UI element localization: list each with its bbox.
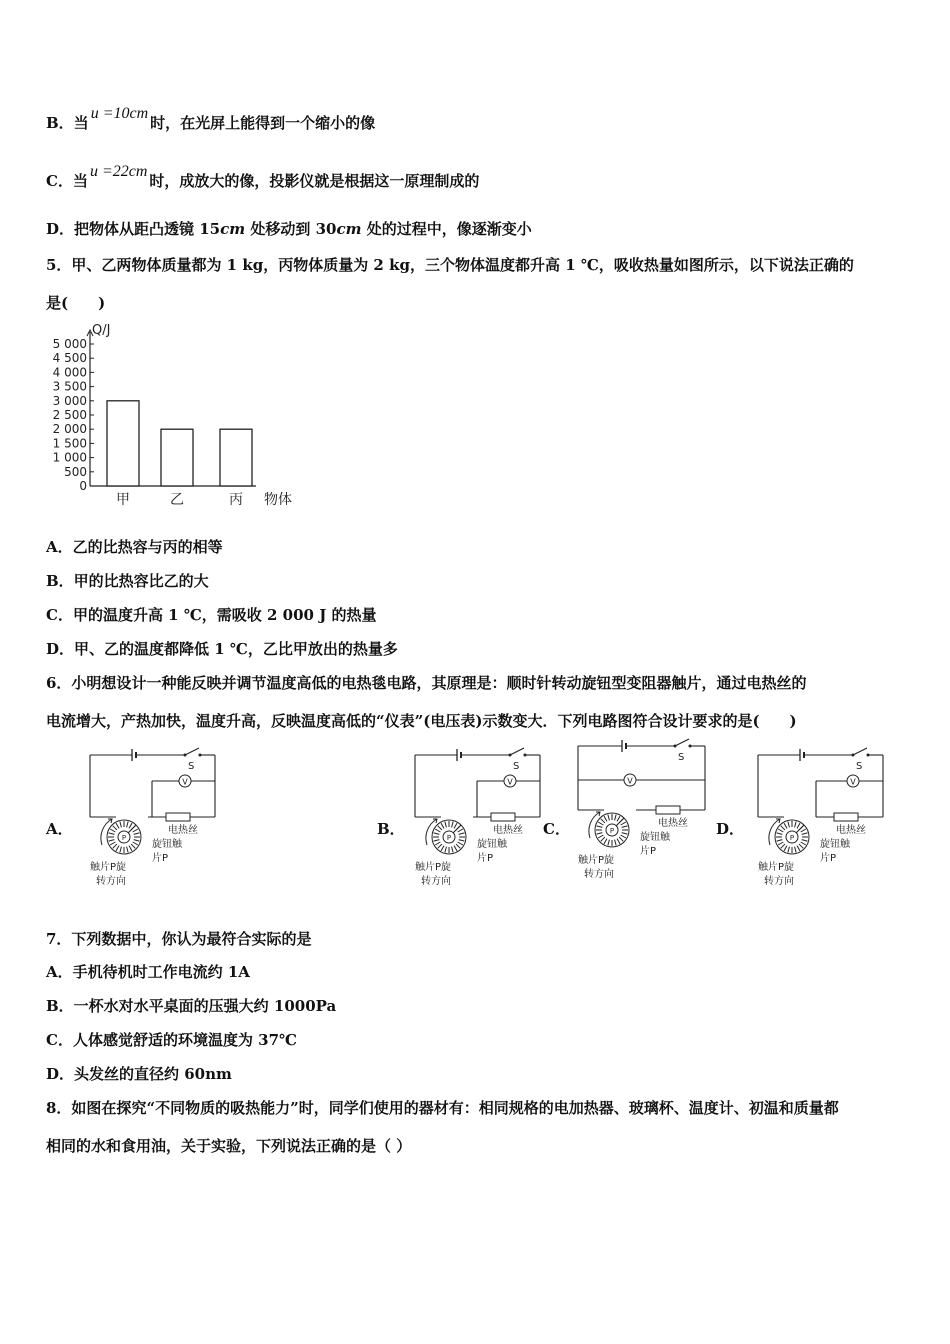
heat-bar-chart xyxy=(46,318,306,518)
x-category-label: 丙 xyxy=(229,492,243,508)
y-tick-label: 4 500 xyxy=(52,351,87,366)
switch-contact xyxy=(509,754,512,757)
knob-label-line-2: 片P xyxy=(640,846,657,857)
y-tick-label: 500 xyxy=(64,464,87,479)
q6-option-a-label: A． xyxy=(46,820,73,838)
heater-label: 电热丝 xyxy=(836,825,866,836)
rheostat-p-label: P xyxy=(121,834,127,842)
q5-option-a: A．乙的比热容与丙的相等 xyxy=(46,538,223,556)
heater-label: 电热丝 xyxy=(168,825,198,836)
switch-label: S xyxy=(678,752,685,763)
q4-b-suffix: 时，在光屏上能得到一个缩小的像 xyxy=(150,114,376,132)
switch-lever xyxy=(185,748,199,755)
direction-label-line-1: 触片P旋 xyxy=(758,862,795,873)
circuit-diagram-a xyxy=(80,745,230,895)
knob-label-line-2: 片P xyxy=(152,853,169,864)
knob-label-line-1: 旋钮触 xyxy=(640,832,670,843)
switch-lever xyxy=(853,748,867,755)
q6-stem-line-1: 6．小明想设计一种能反映并调节温度高低的电热毯电路，其原理是：顺时针转动旋钮型变阻器触片，通过电热丝的 xyxy=(46,674,807,692)
y-tick-label: 2 000 xyxy=(52,422,87,437)
q4-d-text: 处移动到 30 xyxy=(245,220,337,238)
heater-resistor xyxy=(656,806,680,814)
y-tick-label: 1 000 xyxy=(52,450,87,465)
q5-stem-line-2: 是( ) xyxy=(46,294,106,312)
q4-c-suffix: 时，成放大的像，投影仪就是根据这一原理制成的 xyxy=(149,172,480,190)
direction-label-line-1: 触片P旋 xyxy=(415,862,452,873)
unit: cm xyxy=(220,220,246,238)
direction-label-line-2: 转方向 xyxy=(421,876,451,887)
x-axis-label: 物体 xyxy=(264,492,292,508)
bar xyxy=(161,429,193,486)
bar xyxy=(107,401,139,486)
rheostat-p-label: P xyxy=(789,834,795,842)
q4-d-text: 处的过程中，像逐渐变小 xyxy=(361,220,532,238)
knob-label-line-1: 旋钮触 xyxy=(820,839,850,850)
knob-label-line-2: 片P xyxy=(820,853,837,864)
switch-contact xyxy=(184,754,187,757)
q5-option-d: D．甲、乙的温度都降低 1 ℃，乙比甲放出的热量多 xyxy=(46,640,398,658)
x-category-label: 甲 xyxy=(116,492,130,508)
circuit-diagram-c xyxy=(570,738,720,896)
q7-stem: 7．下列数据中，你认为最符合实际的是 xyxy=(46,930,312,948)
y-tick-label: 1 500 xyxy=(52,436,87,451)
q6-option-d-label: D． xyxy=(716,820,745,838)
q5-option-c: C．甲的温度升高 1 ℃，需吸收 2 000 J 的热量 xyxy=(46,606,377,624)
switch-label: S xyxy=(188,761,195,772)
q7-option-d: D．头发丝的直径约 60nm xyxy=(46,1065,232,1083)
bar xyxy=(220,429,252,486)
switch-contact xyxy=(674,745,677,748)
knob-label-line-1: 旋钮触 xyxy=(477,839,507,850)
q4-option-c xyxy=(46,163,480,191)
knob-label-line-1: 旋钮触 xyxy=(152,839,182,850)
rheostat-p-label: P xyxy=(609,827,615,835)
direction-label-line-1: 触片P旋 xyxy=(90,862,127,873)
heater-label: 电热丝 xyxy=(658,818,688,829)
direction-label-line-2: 转方向 xyxy=(96,876,126,887)
circuit-diagram-d xyxy=(748,745,898,895)
voltmeter-label: V xyxy=(182,777,188,787)
heater-resistor xyxy=(834,813,858,821)
heater-resistor xyxy=(166,813,190,821)
y-tick-label: 0 xyxy=(79,479,87,493)
q4-b-prefix: B．当 xyxy=(46,114,89,132)
q7-option-c: C．人体感觉舒适的环境温度为 37℃ xyxy=(46,1031,298,1049)
q4-option-b xyxy=(46,105,376,133)
switch-lever xyxy=(510,748,524,755)
q5-option-b: B．甲的比热容比乙的大 xyxy=(46,572,209,590)
rheostat-p-label: P xyxy=(446,834,452,842)
q8-stem-line-2: 相同的水和食用油，关于实验，下列说法正确的是（ ） xyxy=(46,1137,412,1155)
q4-d-text: D．把物体从距凸透镜 15 xyxy=(46,220,221,238)
y-tick-label: 2 500 xyxy=(52,408,87,422)
q5-stem-line-1: 5．甲、乙两物体质量都为 1 kg，丙物体质量为 2 kg，三个物体温度都升高 1 ℃，吸收热量如图所示，以下说法正确的 xyxy=(46,256,854,274)
direction-label-line-2: 转方向 xyxy=(584,869,614,880)
q6-option-b-label: B． xyxy=(377,820,405,838)
q7-option-a: A．手机待机时工作电流约 1A xyxy=(46,963,250,981)
switch-contact xyxy=(852,754,855,757)
math-expression: u =22cm xyxy=(89,163,148,180)
q8-stem-line-1: 8．如图在探究“不同物质的吸热能力”时，同学们使用的器材有：相同规格的电加热器、玻璃杯、温度计、初温和质量都 xyxy=(46,1099,839,1117)
direction-label-line-2: 转方向 xyxy=(764,876,794,887)
switch-label: S xyxy=(856,761,863,772)
knob-label-line-2: 片P xyxy=(477,853,494,864)
x-category-label: 乙 xyxy=(170,492,184,508)
q6-option-c-label: C． xyxy=(543,820,570,838)
heater-resistor xyxy=(491,813,515,821)
heater-label: 电热丝 xyxy=(493,825,523,836)
circuit-diagram-b xyxy=(405,745,555,895)
direction-label-line-1: 触片P旋 xyxy=(578,855,615,866)
voltmeter-label: V xyxy=(627,776,633,786)
switch-label: S xyxy=(513,761,520,772)
q4-option-d xyxy=(46,218,532,239)
voltmeter-label: V xyxy=(507,777,513,787)
unit: cm xyxy=(336,220,362,238)
q4-c-prefix: C．当 xyxy=(46,172,88,190)
voltmeter-label: V xyxy=(850,777,856,787)
q7-option-b: B．一杯水对水平桌面的压强大约 1000Pa xyxy=(46,997,337,1015)
q6-stem-line-2: 电流增大，产热加快，温度升高，反映温度高低的“仪表”(电压表)示数变大．下列电路图符合设计要求的是( ) xyxy=(46,712,797,730)
y-axis-label: Q/J xyxy=(92,323,111,338)
y-tick-label: 5 000 xyxy=(52,337,87,351)
y-tick-label: 3 000 xyxy=(52,393,87,408)
y-tick-label: 3 500 xyxy=(52,379,87,394)
switch-lever xyxy=(675,739,689,746)
math-expression: u =10cm xyxy=(90,105,149,122)
y-tick-label: 4 000 xyxy=(52,365,87,380)
